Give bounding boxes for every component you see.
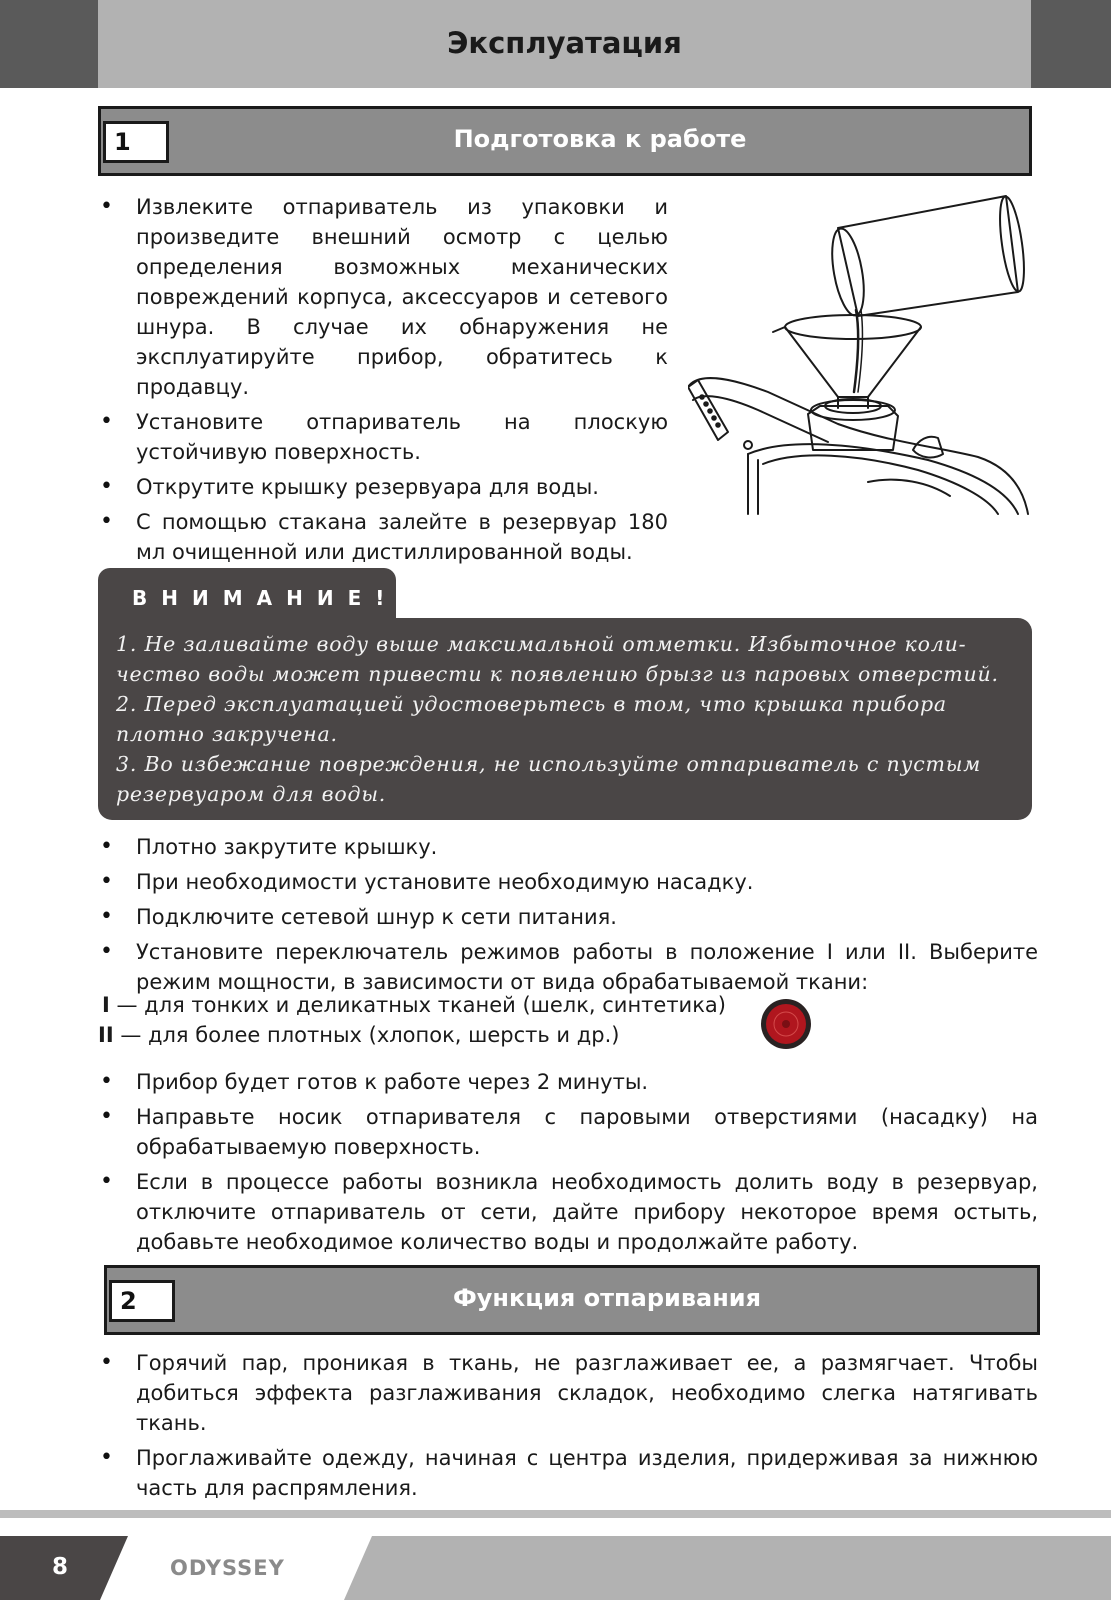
section-2-title: Функция отпаривания [452, 1284, 762, 1312]
footer-page-block [0, 1536, 100, 1600]
section-1-header [98, 106, 1032, 176]
warning-line: 3. Во избежание повреждения, не используйте отпариватель с пустым [116, 752, 982, 776]
warning-text [116, 629, 1020, 809]
list-item: • Если в процессе работы возникла необходимость долить воду в резервуар, отключите отпариватель от сети, дайте прибору некоторое время остыть, добавьте необходимое количество воды и продолжайте работу. [98, 1167, 1038, 1257]
list-item: • Проглаживайте одежду, начиная с центра изделия, придерживая за нижнюю часть для распрямления. [98, 1443, 1038, 1503]
operation-list [98, 832, 1038, 997]
header-right-block [1031, 0, 1111, 88]
list-item: • При необходимости установите необходимую насадку. [98, 867, 1038, 897]
list-item: • Плотно закрутите крышку. [98, 832, 1038, 862]
page-number: 8 [52, 1554, 69, 1580]
mode-2-text: — для более плотных (хлопок, шерсть и др.) [113, 1023, 620, 1047]
mode-switch-icon [760, 998, 812, 1050]
list-item: • Установите отпариватель на плоскую устойчивую поверхность. [98, 407, 668, 467]
list-item: • Прибор будет готов к работе через 2 минуты. [98, 1067, 1038, 1097]
list-item: • Открутите крышку резервуара для воды. [98, 472, 668, 502]
warning-line: резервуаром для воды. [116, 782, 387, 806]
steaming-list [98, 1348, 1038, 1508]
list-item: • Установите переключатель режимов работы в положение I или II. Выберите режим мощности, в зависимости от вида обрабатываемой ткани: [98, 937, 1038, 997]
section-2-header [104, 1265, 1040, 1335]
footer-right-slant [344, 1536, 372, 1600]
section-1-title: Подготовка к работе [453, 125, 747, 153]
header-left-block [0, 0, 98, 88]
list-item: • С помощью стакана залейте в резервуар 180 мл очищенной или дистиллированной воды. [98, 507, 668, 567]
mode-1-mark: I [102, 993, 110, 1017]
brand-name: ODYSSEY [170, 1556, 285, 1580]
warning-line: плотно закручена. [116, 722, 338, 746]
warning-line: чество воды может привести к появлению брызг из паровых отверстий. [116, 662, 999, 686]
list-item: • Подключите сетевой шнур к сети питания. [98, 902, 1038, 932]
list-item: • Горячий пар, проникая в ткань, не разглаживает ее, а размягчает. Чтобы добиться эффекта разглаживания складок, необходимо слегка натягивать ткань. [98, 1348, 1038, 1438]
preparation-list [98, 192, 668, 572]
list-item: • Извлеките отпариватель из упаковки и произведите внешний осмотр с целью определения возможных механических повреждений корпуса, аксессуаров и сетевого шнура. В случае их обнаружения не эксплуатируйте прибор, обратитесь к продавцу. [98, 192, 668, 402]
warning-title: ВНИМАНИЕ! [132, 586, 399, 610]
mode-2-line [98, 1020, 619, 1050]
footer-right-block [372, 1536, 1111, 1600]
page-title: Эксплуатация [447, 26, 682, 60]
footer-page-block-slant [100, 1536, 128, 1600]
warning-line: 2. Перед эксплуатацией удостоверьтесь в том, что крышка прибора [116, 692, 947, 716]
list-item: • Направьте носик отпаривателя с паровыми отверстиями (насадку) на обрабатываемую поверхность. [98, 1102, 1038, 1162]
mode-1-text: — для тонких и деликатных тканей (шелк, синтетика) [109, 993, 726, 1017]
operation-list-continued [98, 1067, 1038, 1262]
footer-rule [0, 1510, 1111, 1518]
mode-2-mark: II [98, 1023, 114, 1047]
mode-1-line [102, 990, 726, 1020]
section-2-number: 2 [109, 1280, 175, 1322]
section-1-number: 1 [103, 121, 169, 163]
warning-line: 1. Не заливайте воду выше максимальной отметки. Избыточное коли- [116, 632, 967, 656]
pouring-water-illustration [688, 192, 1033, 527]
